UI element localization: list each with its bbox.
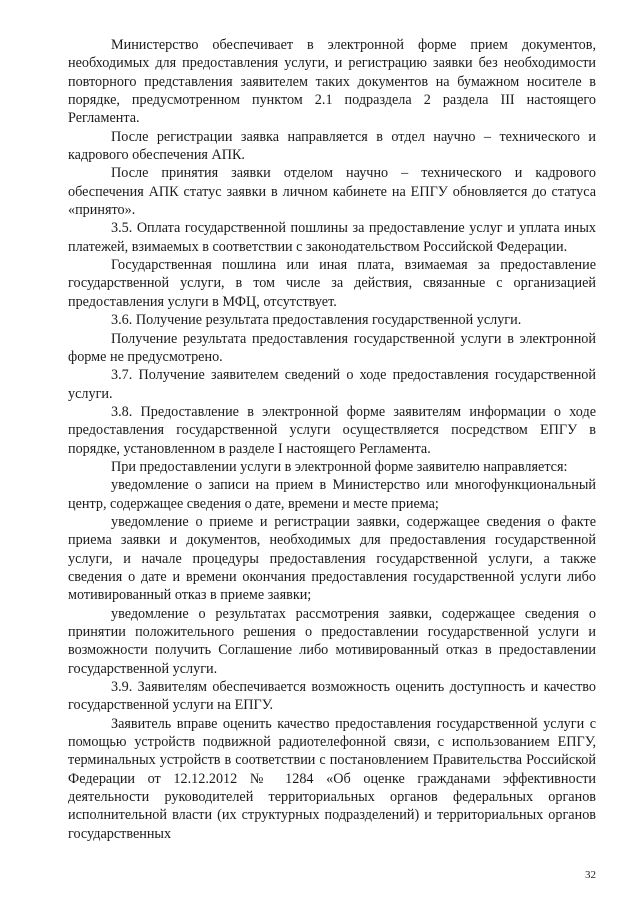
paragraph-9: 3.8. Предоставление в электронной форме заявителям информации о ходе предоставления государственной услуги осуществляется посредством ЕПГУ в порядке, установленном в разделе I настоящего Регламента. <box>68 403 596 457</box>
document-body <box>68 36 596 843</box>
paragraph-7: Получение результата предоставления государственной услуги в электронной форме не предусмотрено. <box>68 330 596 365</box>
paragraph-5: Государственная пошлина или иная плата, взимаемая за предоставление государственной услуги, в том числе за действия, связанные с организацией предоставления услуги в МФЦ, отсутствует. <box>68 257 596 310</box>
paragraph-8: 3.7. Получение заявителем сведений о ходе предоставления государственной услуги. <box>68 367 596 402</box>
paragraph-13: уведомление о результатах рассмотрения заявки, содержащее сведения о принятии положительного решения о предоставлении государственной услуги и возможности получить Соглашение либо мотивированный отказ в предоставлении государственной услуги. <box>68 605 596 677</box>
paragraph-14: 3.9. Заявителям обеспечивается возможность оценить доступность и качество государственной услуги на ЕПГУ. <box>68 679 596 714</box>
paragraph-6: 3.6. Получение результата предоставления государственной услуги. <box>111 312 522 329</box>
paragraph-11: уведомление о записи на прием в Министерство или многофункциональный центр, содержащее сведения о дате, времени и месте приема; <box>68 477 596 512</box>
paragraph-3: После принятия заявки отделом научно – технического и кадрового обеспечения АПК статус заявки в личном кабинете на ЕПГУ обновляется до статуса «принято». <box>68 165 596 219</box>
paragraph-1: Министерство обеспечивает в электронной форме прием документов, необходимых для предоставления услуги, и регистрацию заявки без необходимости повторного представления заявителем таких документов на бумажном носителе в порядке, предусмотренном пунктом 2.1 подраздела 2 раздела III настоящего Регламента. <box>68 37 596 127</box>
paragraph-2: После регистрации заявка направляется в отдел научно – технического и кадрового обеспечения АПК. <box>68 128 596 164</box>
paragraph-15: Заявитель вправе оценить качество предоставления государственной услуги с помощью устройств подвижной радиотелефонной связи, с использованием ЕПГУ, терминальных устройств в соответствии с постановлением Правительства Российской Федерации от 12.12.2012 № 1284 «Об оценке гражданами эффективности деятельности руководителей территориальных органов федеральных органов исполнительной власти (их структурных подразделений) и территориальных органов государственных <box>68 715 596 842</box>
paragraph-10: При предоставлении услуги в электронной форме заявителю направляется: <box>111 458 568 475</box>
paragraph-4: 3.5. Оплата государственной пошлины за предоставление услуг и уплата иных платежей, взимаемых в соответствии с законодательством Российской Федерации. <box>68 220 596 255</box>
page-number: 32 <box>585 869 596 881</box>
paragraph-12: уведомление о приеме и регистрации заявки, содержащее сведения о факте приема заявки и документов, необходимых для предоставления государственной услуги, и начале процедуры предоставления государственной услуги, а также сведения о дате и времени окончания предоставления государственной услуги либо мотивированный отказ в приеме заявки; <box>68 513 596 604</box>
